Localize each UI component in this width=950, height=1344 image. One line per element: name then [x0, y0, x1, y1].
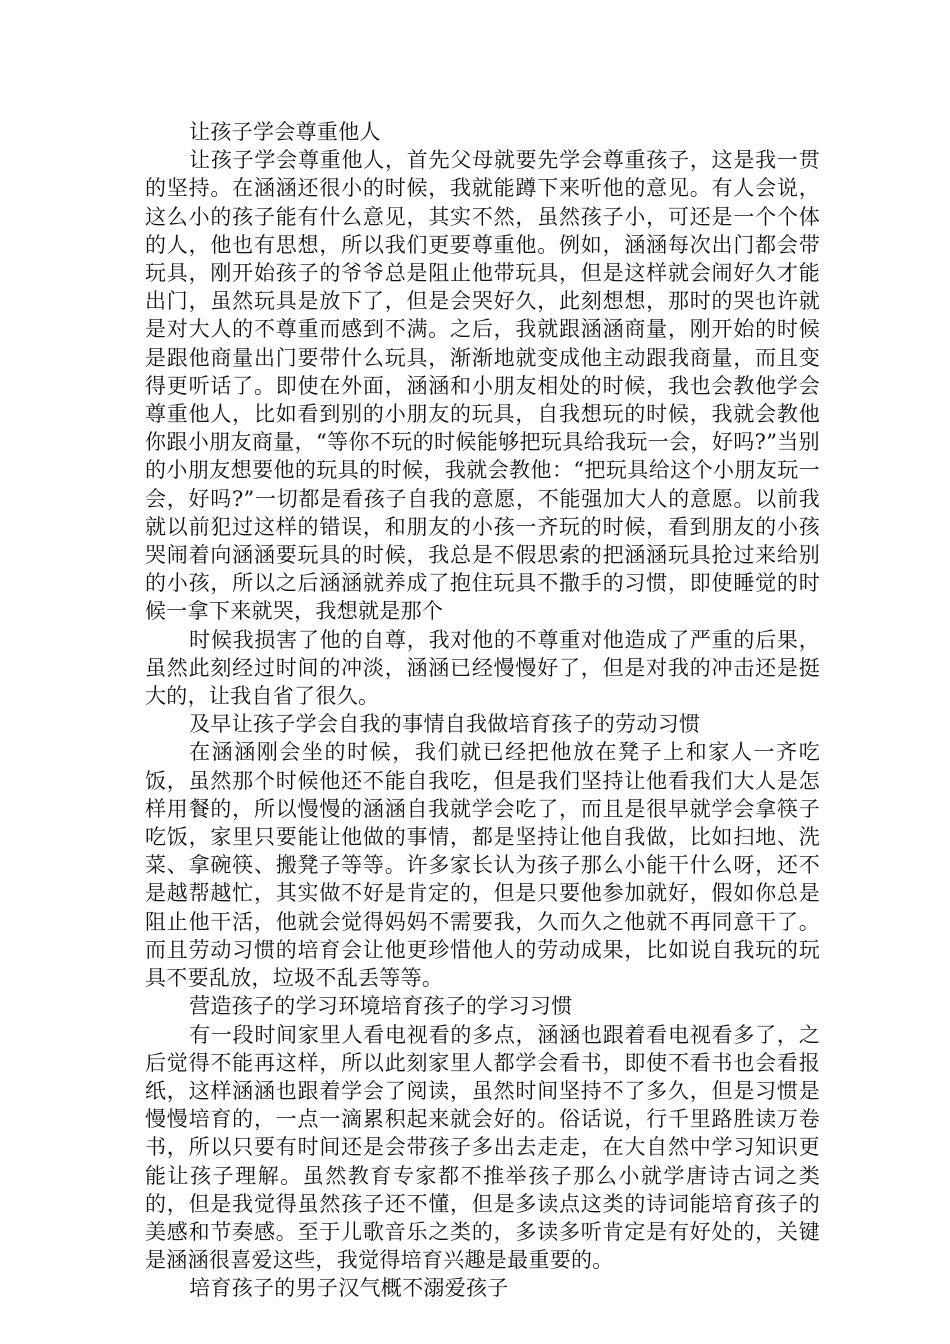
- paragraph-labor-habit: 在涵涵刚会坐的时候，我们就已经把他放在凳子上和家人一齐吃饭，虽然那个时候他还不能自我吃，但是我们坚持让他看我们大人是怎样用餐的，所以慢慢的涵涵自我就学会吃了，而且是很早就学会拿筷子吃饭，家里只要能让他做的事情，都是坚持让他自我做，比如扫地、洗菜、拿碗筷、搬凳子等等。许多家长认为孩子那么小能干什么呀，还不是越帮越忙，其实做不好是肯定的，但是只要他参加就好，假如你总是阻止他干活，他就会觉得妈妈不需要我，久而久之他就不再同意干了。而且劳动习惯的培育会让他更珍惜他人的劳动成果，比如说自我玩的玩具不要乱放，垃圾不乱丢等等。: [145, 740, 820, 991]
- section-heading-manliness: 培育孩子的男子汉气概不溺爱孩子: [189, 1276, 509, 1301]
- section-heading-respect: 让孩子学会尊重他人: [189, 120, 381, 144]
- section-heading-study-habit: 营造孩子的学习环境培育孩子的学习习惯: [189, 994, 573, 1019]
- paragraph-respect: 让孩子学会尊重他人，首先父母就要先学会尊重孩子，这是我一贯的坚持。在涵涵还很小的时候，我就能蹲下来听他的意见。有人会说，这么小的孩子能有什么意见，其实不然，虽然孩子小，可还是一个个体的人，他也有思想，所以我们更要尊重他。例如，涵涵每次出门都会带玩具，刚开始孩子的爷爷总是阻止他带玩具，但是这样就会闹好久才能出门，虽然玩具是放下了，但是会哭好久，此刻想想，那时的哭也许就是对大人的不尊重而感到不满。之后，我就跟涵涵商量，刚开始的时候是跟他商量出门要带什么玩具，渐渐地就变成他主动跟我商量，而且变得更听话了。即使在外面，涵涵和小朋友相处的时候，我也会教他学会尊重他人，比如看到别的小朋友的玩具，自我想玩的时候，我就会教他你跟小朋友商量，“等你不玩的时候能够把玩具给我玩一会，好吗?”当别的小朋友想要他的玩具的时候，我就会教他：“把玩具给这个小朋友玩一会，好吗?”一切都是看孩子自我的意愿，不能强加大人的意愿。以前我就以前犯过这样的错误，和朋友的小孩一齐玩的时候，看到朋友的小孩哭闹着向涵涵要玩具的时候，我总是不假思索的把涵涵玩具抢过来给别的小孩，所以之后涵涵就养成了抱住玩具不撒手的习惯，即使睡觉的时候一拿下来就哭，我想就是那个: [145, 148, 820, 624]
- paragraph-study-habit: 有一段时间家里人看电视看的多点，涵涵也跟着看电视看多了，之后觉得不能再这样，所以此刻家里人都学会看书，即使不看书也会看报纸，这样涵涵也跟着学会了阅读，虽然时间坚持不了多久，但是习惯是慢慢培育的，一点一滴累积起来就会好的。俗话说，行千里路胜读万卷书，所以只要有时间还是会带孩子多出去走走，在大自然中学习知识更能让孩子理解。虽然教育专家都不推举孩子那么小就学唐诗古词之类的，但是我觉得虽然孩子还不懂，但是多读点这类的诗词能培育孩子的美感和节奏感。至于儿歌音乐之类的，多读多听肯定是有好处的，关键是涵涵很喜爱这些，我觉得培育兴趣是最重要的。: [145, 1022, 820, 1273]
- section-heading-labor-habit: 及早让孩子学会自我的事情自我做培育孩子的劳动习惯: [189, 712, 701, 737]
- paragraph-respect-continued: 时候我损害了他的自尊，我对他的不尊重对他造成了严重的后果，虽然此刻经过时间的冲淡，涵涵已经慢慢好了，但是对我的冲击还是挺大的，让我自省了很久。: [145, 627, 820, 709]
- document-body: [145, 118, 820, 1303]
